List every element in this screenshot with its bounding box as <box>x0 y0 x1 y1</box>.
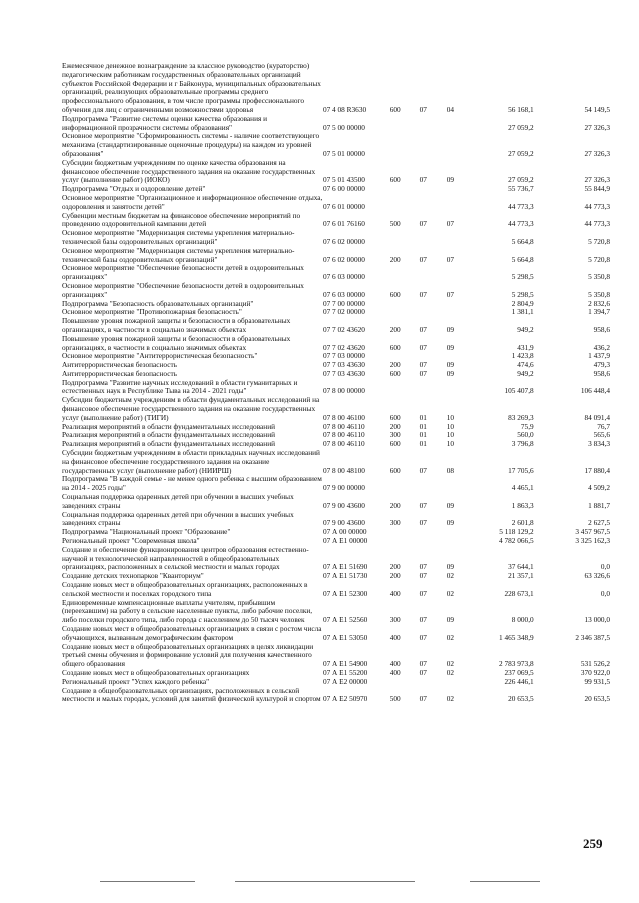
cell-rz: 01 <box>419 430 427 440</box>
cell-name: Создание новых мест в общеобразовательных организациях в связи с ростом числа обучающихся, вызванным демографическим фактором <box>62 624 322 642</box>
cell-pr <box>437 537 463 546</box>
cell-csr: 07 8 00 48100 <box>322 465 365 475</box>
cell-rz: 07 <box>419 632 427 642</box>
cell-csr: 07 А Е1 54900 <box>322 659 368 669</box>
cell-rz: 07 <box>419 562 427 572</box>
cell-v2: 531 526,2 <box>580 659 610 669</box>
table-row <box>62 643 610 669</box>
cell-name: Ежемесячное денежное вознаграждение за классное руководство (кураторство) педагогическим работникам государственных образовательных организаций субъектов Российской Федерации и г Байконура, муниципальных образовательных организаций, реализующих образовательные программы среднего профессионального образования, в том числе программы профессионального обучения для лиц с ограниченными возможностями здоровья <box>62 61 321 114</box>
cell-vr: 300 <box>389 615 401 625</box>
cell-vr <box>381 194 409 212</box>
cell-name: Повышение уровня пожарной защиты и безопасности в образовательных организациях, в частности в социально значимых объектах <box>62 333 291 352</box>
cell-v2: 1 437,9 <box>588 351 610 361</box>
cell-rz: 07 <box>419 465 427 475</box>
cell-vr: 500 <box>389 219 401 229</box>
cell-v1: 474,6 <box>517 360 534 370</box>
cell-v1: 56 168,1 <box>508 104 534 114</box>
cell-csr: 07 6 02 00000 <box>322 254 365 264</box>
cell-csr: 07 6 02 00000 <box>322 236 365 246</box>
cell-rz <box>409 194 437 212</box>
cell-name: Основное мероприятие "Организационное и информационное обеспечение отдыха, оздоровления и занятости детей" <box>62 192 323 211</box>
cell-vr: 600 <box>389 342 401 352</box>
cell-v1: 1 423,8 <box>511 351 534 361</box>
cell-vr: 200 <box>389 360 401 370</box>
cell-name: Создание новых мест в общеобразовательных организациях <box>62 667 250 677</box>
cell-v1: 17 705,6 <box>508 465 534 475</box>
cell-pr: 09 <box>446 368 455 378</box>
cell-csr: 07 7 02 00000 <box>322 307 365 317</box>
cell-vr: 200 <box>389 254 401 264</box>
cell-v2: 17 880,4 <box>584 465 610 475</box>
cell-csr: 07 А Е1 52300 <box>322 588 368 598</box>
cell-v2: 5 720,8 <box>588 236 610 246</box>
cell-vr: 200 <box>389 571 401 581</box>
cell-name: Подпрограмма "Отдых и оздоровление детей" <box>62 184 206 194</box>
table-row <box>62 475 610 493</box>
cell-csr: 07 6 00 00000 <box>322 184 365 194</box>
cell-v1: 83 269,3 <box>508 412 534 422</box>
cell-pr <box>437 115 463 133</box>
cell-rz: 07 <box>419 588 427 598</box>
cell-vr <box>381 264 409 282</box>
cell-name: Подпрограмма "Безопасность образовательных организаций" <box>62 298 254 308</box>
cell-pr: 09 <box>446 360 455 370</box>
cell-csr: 07 А Е1 53050 <box>322 632 368 642</box>
cell-v1: 21 357,1 <box>508 571 534 581</box>
table-row <box>62 599 610 625</box>
table-row <box>62 282 610 300</box>
cell-pr: 02 <box>446 571 455 581</box>
cell-csr: 07 7 03 43630 <box>322 368 365 378</box>
table-row <box>62 581 610 599</box>
cell-vr: 200 <box>389 421 401 431</box>
cell-name: Антитеррористическая безопасность <box>62 360 178 370</box>
cell-pr: 04 <box>446 104 455 114</box>
cell-v1: 228 673,1 <box>504 588 534 598</box>
table-row <box>62 396 610 422</box>
cell-name: Основное мероприятие "Модернизация системы укрепления материально-технической базы оздоровительных организаций" <box>62 245 295 264</box>
page-number: 259 <box>583 836 603 851</box>
cell-pr: 09 <box>446 175 455 185</box>
cell-pr <box>437 678 463 687</box>
footer-rule-right <box>470 881 540 882</box>
cell-v2: 479,3 <box>593 360 610 370</box>
table-row <box>62 511 610 529</box>
cell-csr: 07 8 00 46110 <box>322 430 365 440</box>
cell-csr: 07 7 02 43620 <box>322 324 365 334</box>
cell-v1: 560,0 <box>517 430 534 440</box>
cell-name: Социальная поддержка одаренных детей при обучении в высших учебных заведениях страны <box>62 492 294 510</box>
cell-pr <box>437 475 463 493</box>
cell-vr: 400 <box>389 632 401 642</box>
cell-v2: 958,6 <box>593 324 610 334</box>
table-row <box>62 62 610 115</box>
cell-csr: 07 6 01 00000 <box>322 201 365 211</box>
cell-name: Подпрограмма "Развитие системы оценки качества образования и информационной прозрачности системы образования" <box>62 113 268 132</box>
cell-vr: 200 <box>389 500 401 510</box>
cell-name: Реализация мероприятий в области фундаментальных исследований <box>62 430 275 440</box>
cell-rz <box>409 308 437 317</box>
table-row <box>62 625 610 643</box>
cell-csr: 07 5 00 00000 <box>322 122 365 132</box>
cell-vr: 300 <box>389 518 401 528</box>
cell-csr: 07 А Е1 00000 <box>322 536 368 546</box>
table-row <box>62 687 610 705</box>
cell-v1: 2 804,9 <box>511 298 534 308</box>
cell-vr: 500 <box>389 694 401 704</box>
cell-v2: 5 350,8 <box>588 272 610 282</box>
cell-csr: 07 6 03 00000 <box>322 272 365 282</box>
cell-name: Создание в общеобразовательных организациях, расположенных в сельской местности и малых городах, условий для занятий физической культурой и спортом <box>62 685 321 704</box>
table-row <box>62 247 610 265</box>
cell-csr: 07 5 01 00000 <box>322 148 365 158</box>
cell-v1: 949,2 <box>517 368 534 378</box>
cell-name: Основное мероприятие "Сформированность системы - наличие соответствующего механизма (стандартизированные оценочные процедуры) на каждом из уровней образования" <box>62 131 320 158</box>
cell-pr: 10 <box>446 430 455 440</box>
cell-name: Подпрограмма "В каждой семье - не менее одного ребенка с высшим образованием на 2014 - 2025 годы" <box>62 474 322 493</box>
cell-rz <box>409 379 437 397</box>
cell-v1: 2 601,8 <box>511 518 534 528</box>
cell-v2: 20 653,5 <box>584 694 610 704</box>
cell-pr <box>437 300 463 309</box>
cell-pr: 10 <box>446 421 455 431</box>
cell-rz <box>409 528 437 537</box>
cell-rz: 07 <box>419 342 427 352</box>
cell-v2: 27 326,3 <box>584 148 610 158</box>
cell-pr: 07 <box>446 289 455 299</box>
cell-v2: 44 773,3 <box>584 219 610 229</box>
cell-vr <box>381 185 409 194</box>
cell-csr: 07 8 00 00000 <box>322 386 365 396</box>
cell-v2: 0,0 <box>600 562 610 572</box>
cell-name: Создание детских технопарков "Кванториум" <box>62 571 204 581</box>
cell-v1: 4 465,1 <box>511 483 534 493</box>
cell-rz: 07 <box>419 667 427 677</box>
cell-csr: 07 А Е1 52560 <box>322 615 368 625</box>
cell-v2: 0,0 <box>600 588 610 598</box>
cell-name: Создание новых мест в общеобразовательных организациях в целях ликвидации третьей смены обучения и формирование условий для получения качественного общего образования <box>62 641 314 669</box>
cell-name: Субсидии бюджетным учреждениям в области фундаментальных исследований на финансовое обеспечение государственного задания на оказание государственных услуг (выполнение работ) (ТИГИ) <box>62 395 320 422</box>
cell-v1: 1 381,1 <box>511 307 534 317</box>
cell-v1: 37 644,1 <box>508 562 534 572</box>
cell-name: Создание новых мест в общеобразовательных организациях, расположенных в сельской местности и поселках городского типа <box>62 580 308 598</box>
table-row <box>62 159 610 185</box>
cell-rz <box>409 185 437 194</box>
cell-name: Повышение уровня пожарной защиты и безопасности в образовательных организациях, в частности в социально значимых объектах <box>62 316 291 334</box>
cell-csr: 07 А Е2 00000 <box>322 676 368 686</box>
cell-name: Социальная поддержка одаренных детей при обучении в высших учебных заведениях страны <box>62 509 294 528</box>
cell-name: Единовременные компенсационные выплаты учителям, прибывшим (переехавшим) на работу в сельские населенные пункты, либо рабочие поселки, либо поселки городского типа, либо города с населением до 50 тысяч человек <box>62 597 313 625</box>
cell-name: Подпрограмма "Национальный проект "Образование" <box>62 527 231 537</box>
cell-v2: 2 627,5 <box>588 518 610 528</box>
cell-v1: 44 773,3 <box>508 201 534 211</box>
cell-name: Субсидии бюджетным учреждениям по оценке качества образования на финансовое обеспечение государственного задания на оказание государственных услуг (выполнение работ) (ИОКО) <box>62 157 316 185</box>
footer-rule-left <box>100 881 195 882</box>
table-row <box>62 194 610 212</box>
cell-v1: 20 653,5 <box>508 694 534 704</box>
cell-vr <box>381 132 409 158</box>
cell-vr: 600 <box>389 465 401 475</box>
cell-vr <box>381 229 409 247</box>
cell-csr: 07 9 00 00000 <box>322 483 365 493</box>
cell-rz: 07 <box>419 219 427 229</box>
cell-vr: 600 <box>389 104 401 114</box>
cell-pr <box>437 308 463 317</box>
cell-rz <box>409 678 437 687</box>
table-row <box>62 335 610 353</box>
cell-rz: 07 <box>419 289 427 299</box>
cell-v2: 1 881,7 <box>588 500 610 510</box>
cell-rz: 01 <box>419 412 427 422</box>
cell-pr: 07 <box>446 219 455 229</box>
cell-vr <box>381 678 409 687</box>
cell-name: Основное мероприятие "Антитеррористическая безопасность" <box>62 351 258 361</box>
cell-rz <box>409 537 437 546</box>
cell-v1: 55 736,7 <box>508 184 534 194</box>
cell-vr <box>381 379 409 397</box>
cell-csr: 07 А Е1 51690 <box>322 562 368 572</box>
cell-vr: 600 <box>389 412 401 422</box>
cell-name: Основное мероприятие "Противопожарная безопасность" <box>62 307 242 317</box>
cell-v2: 44 773,3 <box>584 201 610 211</box>
table-row <box>62 493 610 511</box>
cell-vr <box>381 475 409 493</box>
cell-vr: 600 <box>389 289 401 299</box>
cell-v1: 5 664,8 <box>511 254 534 264</box>
table-row <box>62 546 610 572</box>
cell-name: Антитеррористическая безопасность <box>62 368 178 378</box>
cell-pr: 10 <box>446 439 455 449</box>
cell-v2: 55 844,9 <box>584 184 610 194</box>
cell-csr: 07 6 01 76160 <box>322 219 365 229</box>
table-row <box>62 132 610 158</box>
cell-v2: 1 394,7 <box>588 307 610 317</box>
cell-v2: 27 326,3 <box>584 175 610 185</box>
cell-pr: 09 <box>446 342 455 352</box>
cell-pr: 07 <box>446 254 455 264</box>
cell-csr: 07 А Е2 50970 <box>322 694 368 704</box>
cell-v2: 2 346 387,5 <box>575 632 610 642</box>
cell-pr: 09 <box>446 518 455 528</box>
cell-v1: 27 059,2 <box>508 122 534 132</box>
cell-pr: 08 <box>446 465 455 475</box>
cell-v1: 4 782 066,5 <box>499 536 534 546</box>
cell-v1: 1 863,3 <box>511 500 534 510</box>
cell-v1: 75,9 <box>520 421 534 431</box>
cell-csr: 07 7 02 43620 <box>322 342 365 352</box>
cell-vr: 400 <box>389 667 401 677</box>
cell-name: Субсидии бюджетным учреждениям в области прикладных научных исследований на финансовое обеспечение государственного задания на оказание государственных услуг (выполнение работ) (НИИРШ) <box>62 448 320 475</box>
cell-v2: 436,2 <box>593 342 610 352</box>
cell-v2: 13 000,0 <box>584 615 610 625</box>
cell-rz <box>409 115 437 133</box>
cell-rz: 07 <box>419 254 427 264</box>
cell-csr: 07 6 03 00000 <box>322 289 365 299</box>
cell-vr: 600 <box>389 175 401 185</box>
cell-rz: 07 <box>419 615 427 625</box>
cell-v1: 2 783 973,8 <box>499 659 534 669</box>
cell-rz: 01 <box>419 439 427 449</box>
cell-v2: 3 457 967,5 <box>575 527 610 537</box>
cell-v1: 27 059,2 <box>508 175 534 185</box>
cell-csr: 07 8 00 46100 <box>322 412 365 422</box>
cell-v1: 1 465 348,9 <box>499 632 534 642</box>
cell-rz: 07 <box>419 360 427 370</box>
cell-v2: 5 350,8 <box>588 289 610 299</box>
cell-name: Реализация мероприятий в области фундаментальных исследований <box>62 421 275 431</box>
cell-v1: 5 118 129,2 <box>499 527 534 537</box>
cell-name: Подпрограмма "Развитие научных исследований в области гуманитарных и естественных наук в Республике Тыва на 2014 - 2021 годы" <box>62 377 298 396</box>
cell-csr: 07 5 01 43500 <box>322 175 365 185</box>
cell-csr: 07 4 08 R3630 <box>322 104 367 114</box>
cell-pr: 02 <box>446 667 455 677</box>
table-row <box>62 264 610 282</box>
cell-vr: 600 <box>389 439 401 449</box>
cell-rz <box>409 475 437 493</box>
cell-rz: 07 <box>419 175 427 185</box>
cell-v1: 237 069,5 <box>504 667 534 677</box>
cell-v1: 44 773,3 <box>508 219 534 229</box>
table-row <box>62 229 610 247</box>
cell-v1: 105 407,8 <box>504 386 534 396</box>
cell-rz: 07 <box>419 104 427 114</box>
table-row <box>62 115 610 133</box>
cell-v1: 431,9 <box>517 342 534 352</box>
cell-v1: 949,2 <box>517 324 534 334</box>
cell-pr: 02 <box>446 694 455 704</box>
cell-name: Субвенции местным бюджетам на финансовое обеспечение мероприятий по проведению оздоровительной кампании детей <box>62 210 301 229</box>
cell-pr: 02 <box>446 588 455 598</box>
cell-v2: 3 834,3 <box>588 439 610 449</box>
cell-rz: 01 <box>419 421 427 431</box>
cell-rz: 07 <box>419 659 427 669</box>
cell-rz <box>409 229 437 247</box>
cell-pr <box>437 379 463 397</box>
cell-name: Создание и обеспечение функционирования центров образования естественно-научной и технологической направленностей в общеобразовательных организациях, расположенных в сельской местности и малых городах <box>62 544 309 572</box>
cell-pr <box>437 229 463 247</box>
cell-v2: 99 931,5 <box>584 676 610 686</box>
cell-vr: 300 <box>389 430 401 440</box>
cell-vr <box>381 308 409 317</box>
cell-csr: 07 8 00 46110 <box>322 421 365 431</box>
cell-name: Основное мероприятие "Обеспечение безопасности детей в оздоровительных организациях" <box>62 263 304 282</box>
cell-rz <box>409 300 437 309</box>
cell-v1: 5 298,5 <box>511 289 534 299</box>
cell-rz: 07 <box>419 324 427 334</box>
cell-rz: 07 <box>419 518 427 528</box>
cell-pr <box>437 185 463 194</box>
cell-pr: 02 <box>446 659 455 669</box>
cell-v1: 27 059,2 <box>508 148 534 158</box>
cell-rz: 07 <box>419 571 427 581</box>
cell-v1: 5 664,8 <box>511 236 534 246</box>
cell-csr: 07 А 00 00000 <box>322 527 367 537</box>
cell-pr: 10 <box>446 412 455 422</box>
table-row <box>62 212 610 230</box>
cell-pr <box>437 528 463 537</box>
cell-csr: 07 7 00 00000 <box>322 298 365 308</box>
cell-vr: 200 <box>389 324 401 334</box>
cell-v1: 8 000,0 <box>511 615 534 625</box>
cell-pr: 09 <box>446 562 455 572</box>
cell-v1: 226 446,1 <box>504 676 534 686</box>
cell-csr: 07 7 03 00000 <box>322 351 365 361</box>
cell-pr <box>437 194 463 212</box>
cell-name: Региональный проект "Успех каждого ребенка" <box>62 676 210 686</box>
cell-v1: 3 796,8 <box>511 439 534 449</box>
table-row <box>62 379 610 397</box>
cell-vr <box>381 300 409 309</box>
cell-name: Основное мероприятие "Обеспечение безопасности детей в оздоровительных организациях" <box>62 280 304 299</box>
cell-vr: 400 <box>389 659 401 669</box>
cell-v2: 76,7 <box>597 421 610 431</box>
cell-v2: 958,6 <box>593 368 610 378</box>
cell-v2: 3 325 162,3 <box>575 536 610 546</box>
cell-v2: 84 091,4 <box>584 412 610 422</box>
budget-table <box>62 62 610 704</box>
cell-name: Основное мероприятие "Модернизация системы укрепления материально-технической базы оздоровительных организаций" <box>62 228 295 246</box>
cell-rz <box>409 132 437 158</box>
cell-csr: 07 А Е1 51730 <box>322 571 368 581</box>
cell-v2: 4 509,2 <box>588 483 610 493</box>
cell-v2: 106 448,4 <box>580 386 610 396</box>
cell-pr: 09 <box>446 324 455 334</box>
cell-csr: 07 А Е1 55200 <box>322 667 368 677</box>
cell-pr <box>437 264 463 282</box>
cell-pr: 09 <box>446 500 455 510</box>
cell-vr: 400 <box>389 588 401 598</box>
cell-v2: 63 326,6 <box>584 571 610 581</box>
cell-pr <box>437 132 463 158</box>
cell-csr: 07 9 00 43600 <box>322 500 365 510</box>
cell-rz: 07 <box>419 500 427 510</box>
cell-v2: 27 326,3 <box>584 122 610 132</box>
cell-rz <box>409 264 437 282</box>
cell-v2: 5 720,8 <box>588 254 610 264</box>
cell-csr: 07 8 00 46110 <box>322 439 365 449</box>
cell-vr: 200 <box>389 562 401 572</box>
cell-v2: 2 832,6 <box>588 298 610 308</box>
cell-v1: 5 298,5 <box>511 272 534 282</box>
table-row <box>62 449 610 475</box>
cell-v2: 370 922,0 <box>580 667 610 677</box>
cell-csr: 07 9 00 43600 <box>322 518 365 528</box>
cell-rz: 07 <box>419 694 427 704</box>
cell-pr: 09 <box>446 615 455 625</box>
cell-pr: 02 <box>446 632 455 642</box>
cell-vr <box>381 528 409 537</box>
footer-rule-middle <box>235 881 415 882</box>
cell-csr: 07 7 03 43630 <box>322 360 365 370</box>
cell-vr: 600 <box>389 368 401 378</box>
cell-v2: 565,6 <box>593 430 610 440</box>
cell-name: Региональный проект "Современная школа" <box>62 536 200 546</box>
cell-rz: 07 <box>419 368 427 378</box>
cell-vr <box>381 537 409 546</box>
cell-vr <box>381 115 409 133</box>
cell-name: Реализация мероприятий в области фундаментальных исследований <box>62 439 275 449</box>
table-row <box>62 317 610 335</box>
cell-v2: 54 149,5 <box>584 104 610 114</box>
